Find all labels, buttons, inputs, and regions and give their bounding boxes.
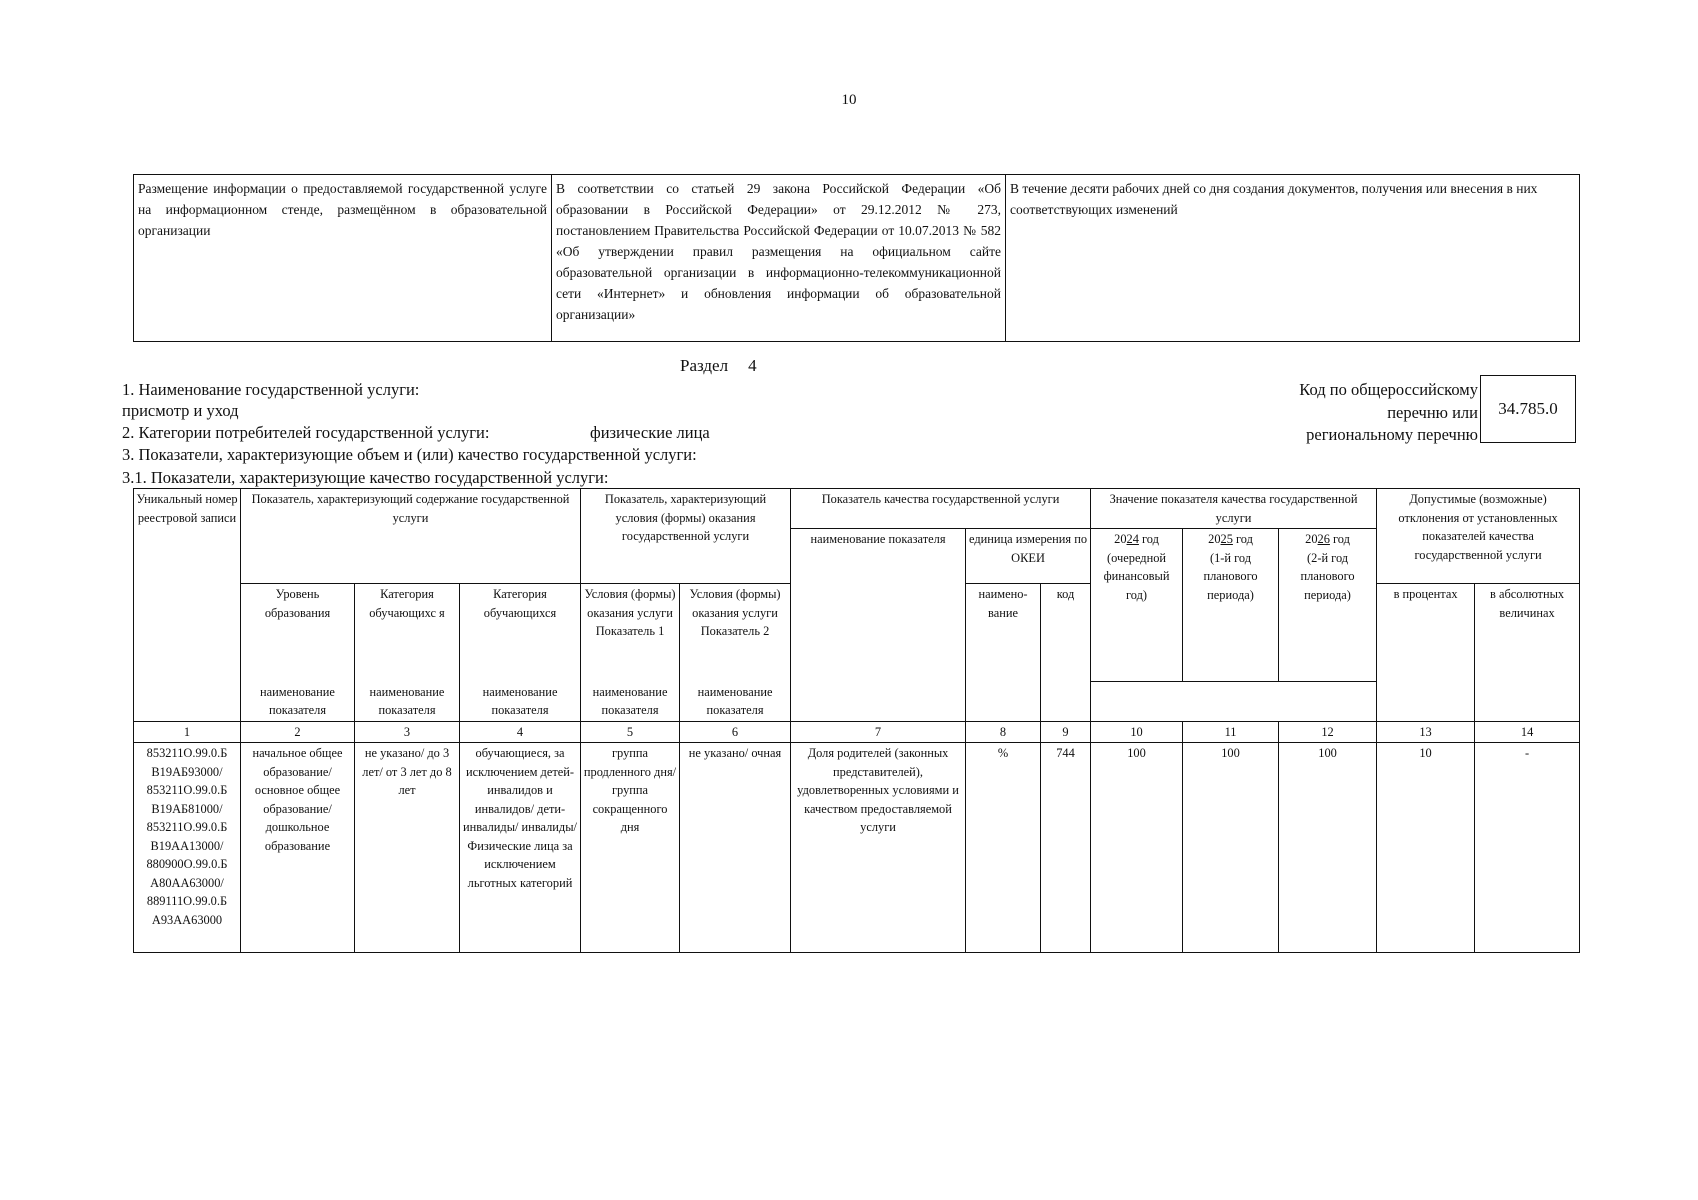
quality-title: 3.1. Показатели, характеризующие качество государственной услуги:: [122, 468, 609, 487]
quality-indicators-table: [133, 488, 1580, 953]
column-number-9: 9: [1041, 721, 1091, 743]
year-2026-suffix: год: [1329, 532, 1350, 546]
header-indicator-name-1: наименование показателя: [241, 682, 355, 722]
section-number: 4: [748, 356, 757, 375]
column-number-3: 3: [355, 721, 460, 743]
column-number-7: 7: [791, 721, 966, 743]
header-quality-value: Значение показателя качества государственной услуги: [1091, 489, 1377, 529]
column-number-12: 12: [1279, 721, 1377, 743]
header-conditions-indicator: Показатель, характеризующий условия (формы) оказания государственной услуги: [581, 489, 791, 584]
year-2024-suffix: год: [1138, 532, 1159, 546]
header-quality-indicator: Показатель качества государственной услуги: [791, 489, 1091, 529]
column-number-14: 14: [1475, 721, 1580, 743]
year-2026-note: (2-й год планового периода): [1300, 550, 1355, 602]
header-deviations: Допустимые (возможные) отклонения от установленных показателей качества государственной услуги: [1377, 489, 1580, 584]
column-number-11: 11: [1183, 721, 1279, 743]
cell-y2024: 100: [1091, 743, 1183, 953]
year-2024-prefix: 20: [1114, 532, 1127, 546]
section-label: Раздел: [680, 356, 729, 375]
service-name-value: присмотр и уход: [122, 401, 239, 420]
header-indicator-name-3: наименование показателя: [460, 682, 581, 722]
header-percent: в процентах: [1377, 584, 1475, 722]
year-2024-yy: 24: [1126, 532, 1139, 546]
page-number: 10: [841, 92, 857, 108]
header-indicator-name: наименование показателя: [791, 529, 966, 722]
header-year-2024: [1091, 529, 1183, 682]
section-title: [680, 356, 757, 376]
column-number-8: 8: [966, 721, 1041, 743]
header-category-2: Категория обучающихся: [460, 584, 581, 682]
indicators-title: 3. Показатели, характеризующие объем и (или) качество государственной услуги:: [122, 445, 697, 464]
year-2024-note: (очередной финансовый год): [1103, 550, 1170, 602]
column-number-13: 13: [1377, 721, 1475, 743]
cell-dev-absolute: -: [1475, 743, 1580, 953]
information-table: [133, 174, 1580, 342]
service-code-box: 34.785.0: [1480, 375, 1576, 443]
header-year-2025: [1183, 529, 1279, 682]
info-content-cell: В соответствии со статьей 29 закона Российской Федерации «Об образовании в Российской Федерации» от 29.12.2012 № 273, постановлением Правительства Российской Федерации от 10.07.2013 № 582 «Об утверждении правил размещения на официальном сайте образовательной организации в информационно-телекоммуникационной сети «Интернет» и обновления информации об образовательной организации»: [552, 175, 1006, 342]
header-indicator-name-5: наименование показателя: [680, 682, 791, 722]
header-unique-number: Уникальный номер реестровой записи: [134, 489, 241, 722]
cell-cond1: группа продленного дня/группа сокращенного дня: [581, 743, 680, 953]
header-absolute: в абсолютных величинах: [1475, 584, 1580, 722]
header-indicator-name-4: наименование показателя: [581, 682, 680, 722]
code-label-line2: перечню или: [1387, 403, 1478, 422]
year-2026-yy: 26: [1317, 532, 1330, 546]
header-condition-2: Условия (формы) оказания услуги Показатель 2: [680, 584, 791, 682]
header-unit-name: наимено- вание: [966, 584, 1041, 722]
cell-category2: обучающиеся, за исключением детей-инвалидов и инвалидов/ дети-инвалиды/ инвалиды/ Физические лица за исключением льготных категорий: [460, 743, 581, 953]
cell-indicator: Доля родителей (законных представителей), удовлетворенных условиями и качеством предоставляемой услуги: [791, 743, 966, 953]
header-unit-code: код: [1041, 584, 1091, 722]
header-unit: единица измерения по ОКЕИ: [966, 529, 1091, 584]
header-content-indicator: Показатель, характеризующий содержание государственной услуги: [241, 489, 581, 584]
year-2025-note: (1-й год планового периода): [1203, 550, 1258, 602]
cell-dev-percent: 10: [1377, 743, 1475, 953]
column-number-1: 1: [134, 721, 241, 743]
cell-unit-code: 744: [1041, 743, 1091, 953]
column-number-10: 10: [1091, 721, 1183, 743]
header-condition-1: Условия (формы) оказания услуги Показатель 1: [581, 584, 680, 682]
year-2025-suffix: год: [1232, 532, 1253, 546]
cell-cond2: не указано/ очная: [680, 743, 791, 953]
header-level: Уровень образования: [241, 584, 355, 682]
cell-y2025: 100: [1183, 743, 1279, 953]
column-number-2: 2: [241, 721, 355, 743]
info-method-cell: Размещение информации о предоставляемой государственной услуге на информационном стенде, размещённом в образовательной организации: [134, 175, 552, 342]
column-number-4: 4: [460, 721, 581, 743]
cell-unit-name: %: [966, 743, 1041, 953]
cell-registry: 853211О.99.0.Б В19АБ93000/ 853211О.99.0.Б В19АБ81000/ 853211О.99.0.Б В19АА13000/ 880900О.99.0.Б А80АА63000/ 889111О.99.0.Б А93АА63000: [134, 743, 241, 953]
cell-level: начальное общее образование/ основное общее образование/ дошкольное образование: [241, 743, 355, 953]
year-2025-yy: 25: [1220, 532, 1233, 546]
info-frequency-cell: В течение десяти рабочих дней со дня создания документов, получения или внесения в них соответствующих изменений: [1006, 175, 1580, 342]
header-indicator-name-2: наименование показателя: [355, 682, 460, 722]
cell-category1: не указано/ до 3 лет/ от 3 лет до 8 лет: [355, 743, 460, 953]
cell-y2026: 100: [1279, 743, 1377, 953]
consumers-label: 2. Категории потребителей государственной услуги:: [122, 423, 490, 442]
code-label-line3: региональному перечню: [1306, 425, 1478, 444]
service-name-label: 1. Наименование государственной услуги:: [122, 380, 420, 399]
column-number-5: 5: [581, 721, 680, 743]
year-2026-prefix: 20: [1305, 532, 1318, 546]
header-year-2026: [1279, 529, 1377, 682]
year-2025-prefix: 20: [1208, 532, 1221, 546]
column-number-6: 6: [680, 721, 791, 743]
consumers-value: физические лица: [590, 423, 710, 442]
header-category-1: Категория обучающихс я: [355, 584, 460, 682]
table-row: [134, 743, 1580, 953]
code-label-line1: Код по общероссийскому: [1299, 380, 1478, 399]
